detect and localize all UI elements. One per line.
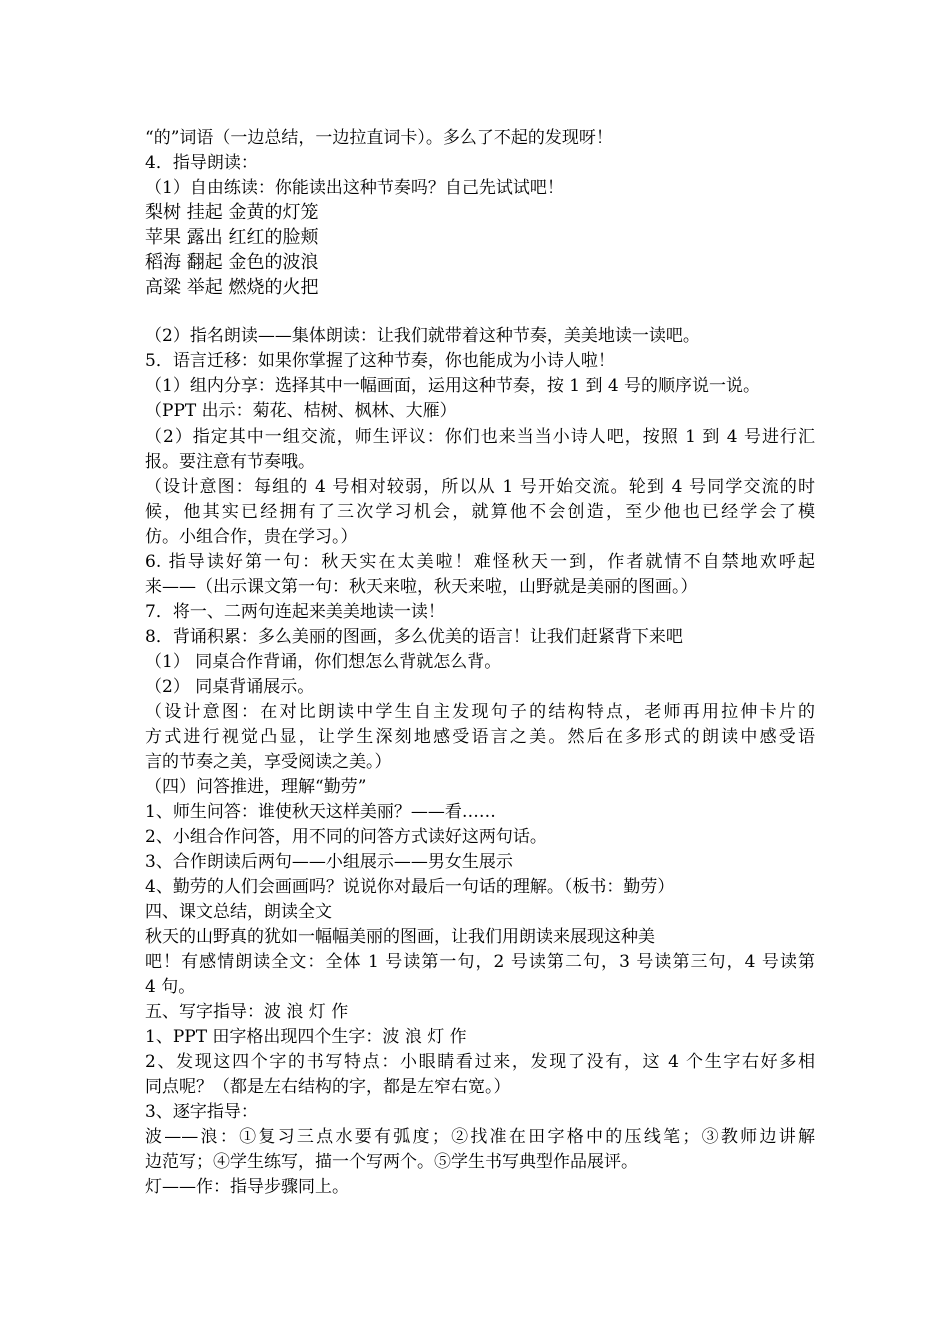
text-line: 高粱 举起 燃烧的火把 bbox=[145, 277, 319, 298]
text-line: 4．指导朗读： bbox=[145, 153, 258, 173]
text-line: 3、逐字指导： bbox=[145, 1102, 258, 1122]
text-line: 5．语言迁移：如果你掌握了这种节奏，你也能成为小诗人啦！ bbox=[145, 351, 615, 371]
text-line: 边范写；④学生练写，描一个写两个。⑤学生书写典型作品展评。 bbox=[145, 1152, 638, 1172]
text-line: 8．背诵积累：多么美丽的图画，多么优美的语言！让我们赶紧背下来吧 bbox=[145, 627, 683, 647]
text-line: 仿。小组合作，贵在学习。） bbox=[145, 527, 358, 547]
text-line: 候，他其实已经拥有了三次学习机会，就算他不会创造，至少他也已经学会了模 bbox=[145, 502, 815, 522]
text-line: 报。要注意有节奏哦。 bbox=[145, 452, 315, 472]
text-line: 4、勤劳的人们会画画吗？说说你对最后一句话的理解。（板书：勤劳） bbox=[145, 877, 675, 897]
text-line: 苹果 露出 红红的脸颊 bbox=[145, 227, 319, 248]
text-line: 来——（出示课文第一句：秋天来啦，秋天来啦，山野就是美丽的图画。） bbox=[145, 577, 698, 597]
text-line: 同点呢？（都是左右结构的字，都是左窄右宽。） bbox=[145, 1077, 511, 1097]
text-line: 7．将一、二两句连起来美美地读一读！ bbox=[145, 602, 445, 622]
text-line: 1、师生问答：谁使秋天这样美丽？——看…… bbox=[145, 802, 496, 822]
text-line: 1、PPT 田字格出现四个生字：波 浪 灯 作 bbox=[145, 1027, 467, 1047]
text-line: 波——浪：①复习三点水要有弧度；②找准在田字格中的压线笔；③教师边讲解 bbox=[145, 1127, 815, 1147]
text-line: 4 句。 bbox=[145, 977, 196, 997]
text-line: 6. 指导读好第一句：秋天实在太美啦！难怪秋天一到，作者就情不自禁地欢呼起 bbox=[145, 552, 815, 572]
text-line: 灯——作：指导步骤同上。 bbox=[145, 1177, 349, 1197]
text-line: 吧！有感情朗读全文：全体 1 号读第一句，2 号读第二句，3 号读第三句，4 号读第 bbox=[145, 952, 815, 972]
text-line: 五、写字指导：波 浪 灯 作 bbox=[145, 1002, 349, 1022]
text-line: （设计意图：在对比朗读中学生自主发现句子的结构特点，老师再用拉伸卡片的 bbox=[145, 702, 815, 722]
text-line: “的”词语（一边总结，一边拉直词卡）。多么了不起的发现呀！ bbox=[145, 128, 613, 148]
text-line: 梨树 挂起 金黄的灯笼 bbox=[145, 202, 319, 223]
text-line: （1） 同桌合作背诵，你们想怎么背就怎么背。 bbox=[145, 652, 502, 672]
text-line: 3、合作朗读后两句——小组展示——男女生展示 bbox=[145, 852, 513, 872]
text-line: 言的节奏之美，享受阅读之美。） bbox=[145, 752, 392, 772]
text-line: （1）自由练读：你能读出这种节奏吗？自己先试试吧！ bbox=[145, 178, 564, 198]
text-line: 稻海 翻起 金色的波浪 bbox=[145, 252, 319, 273]
text-line: 2、小组合作问答，用不同的问答方式读好这两句话。 bbox=[145, 827, 547, 847]
text-line: 秋天的山野真的犹如一幅幅美丽的图画，让我们用朗读来展现这种美 bbox=[145, 927, 655, 947]
text-line: 方式进行视觉凸显，让学生深刻地感受语言之美。然后在多形式的朗读中感受语 bbox=[145, 727, 815, 747]
text-line: （2） 同桌背诵展示。 bbox=[145, 677, 315, 697]
text-line: （设计意图：每组的 4 号相对较弱，所以从 1 号开始交流。轮到 4 号同学交流的时 bbox=[145, 477, 815, 497]
text-line: （2）指名朗读——集体朗读：让我们就带着这种节奏，美美地读一读吧。 bbox=[145, 326, 700, 346]
text-line: （PPT 出示：菊花、桔树、枫林、大雁） bbox=[145, 401, 457, 421]
text-line: 2、发现这四个字的书写特点：小眼睛看过来，发现了没有，这 4 个生字右好多相 bbox=[145, 1052, 815, 1072]
text-line: （1）组内分享：选择其中一幅画面，运用这种节奏，按 1 到 4 号的顺序说一说。 bbox=[145, 376, 761, 396]
text-line: （2）指定其中一组交流，师生评议：你们也来当当小诗人吧，按照 1 到 4 号进行汇 bbox=[145, 427, 815, 447]
text-line: （四）问答推进，理解“勤劳” bbox=[145, 777, 367, 797]
text-line: 四、课文总结，朗读全文 bbox=[145, 902, 332, 922]
